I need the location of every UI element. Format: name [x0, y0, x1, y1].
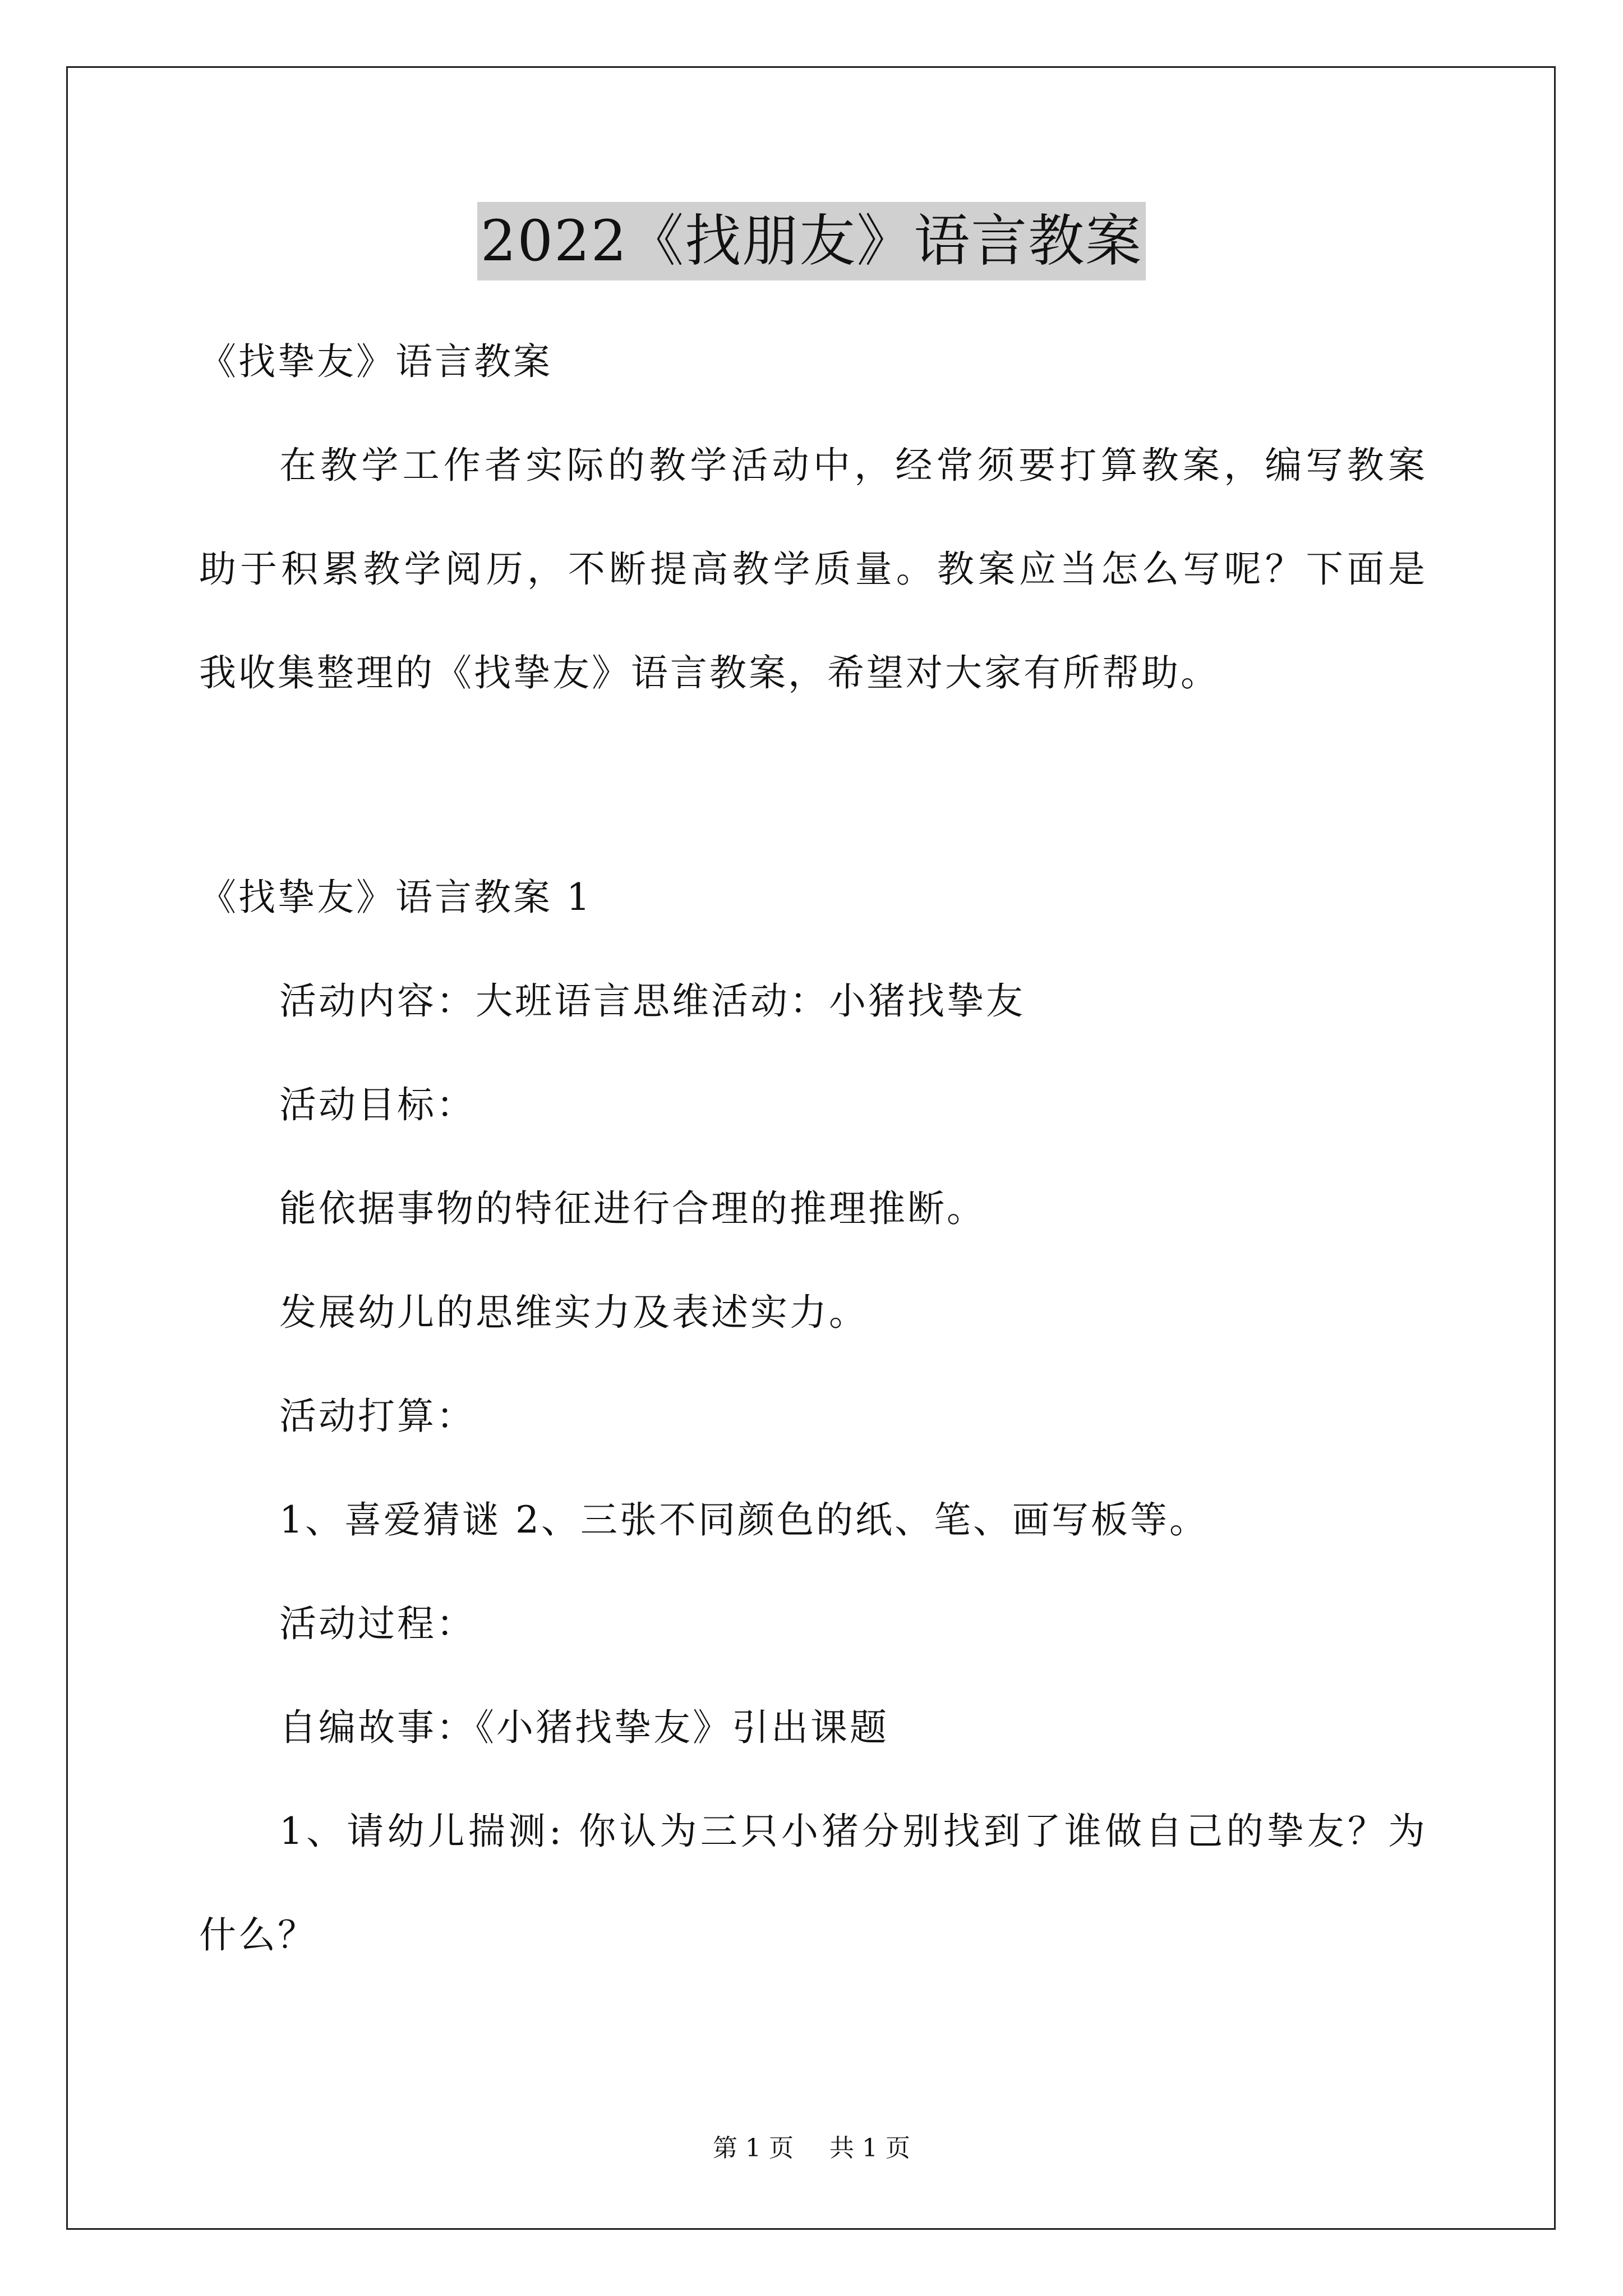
activity-content: 活动内容：大班语言思维活动：小猪找挚友: [279, 979, 1025, 1023]
goal-item-1: 能依据事物的特征进行合理的推理推断。: [279, 1187, 986, 1230]
goal-item-2: 发展幼儿的思维实力及表述实力。: [279, 1291, 868, 1334]
intro-line-3: 我收集整理的《找挚友》语言教案，希望对大家有所帮助。: [199, 651, 1220, 694]
document-title: 2022《找朋友》语言教案: [477, 202, 1146, 280]
intro-line-2: 助于积累教学阅历，不断提高教学质量。教案应当怎么写呢？下面是: [199, 547, 1427, 591]
page-footer: [0, 2132, 1623, 2165]
section-1-heading: 《找挚友》语言教案 1: [199, 876, 592, 919]
page-border: [66, 66, 1556, 2230]
page-total: 共 1 页: [829, 2134, 910, 2162]
prep-heading: 活动打算：: [279, 1395, 476, 1438]
goal-heading: 活动目标：: [279, 1083, 476, 1126]
story-line: 自编故事：《小猪找挚友》引出课题: [279, 1706, 889, 1749]
title-area: [0, 202, 1623, 280]
page-number: 第 1 页: [713, 2134, 794, 2162]
question-1-line-1: 1、请幼儿揣测: 你认为三只小猪分别找到了谁做自己的挚友？为: [279, 1810, 1427, 1853]
subtitle: 《找挚友》语言教案: [199, 340, 552, 383]
process-heading: 活动过程：: [279, 1602, 476, 1645]
question-1-line-2: 什么？: [199, 1913, 317, 1957]
intro-line-1: 在教学工作者实际的教学活动中，经常须要打算教案，编写教案: [279, 444, 1427, 487]
prep-item: 1、喜爱猜谜 2、三张不同颜色的纸、笔、画写板等。: [279, 1498, 1209, 1542]
